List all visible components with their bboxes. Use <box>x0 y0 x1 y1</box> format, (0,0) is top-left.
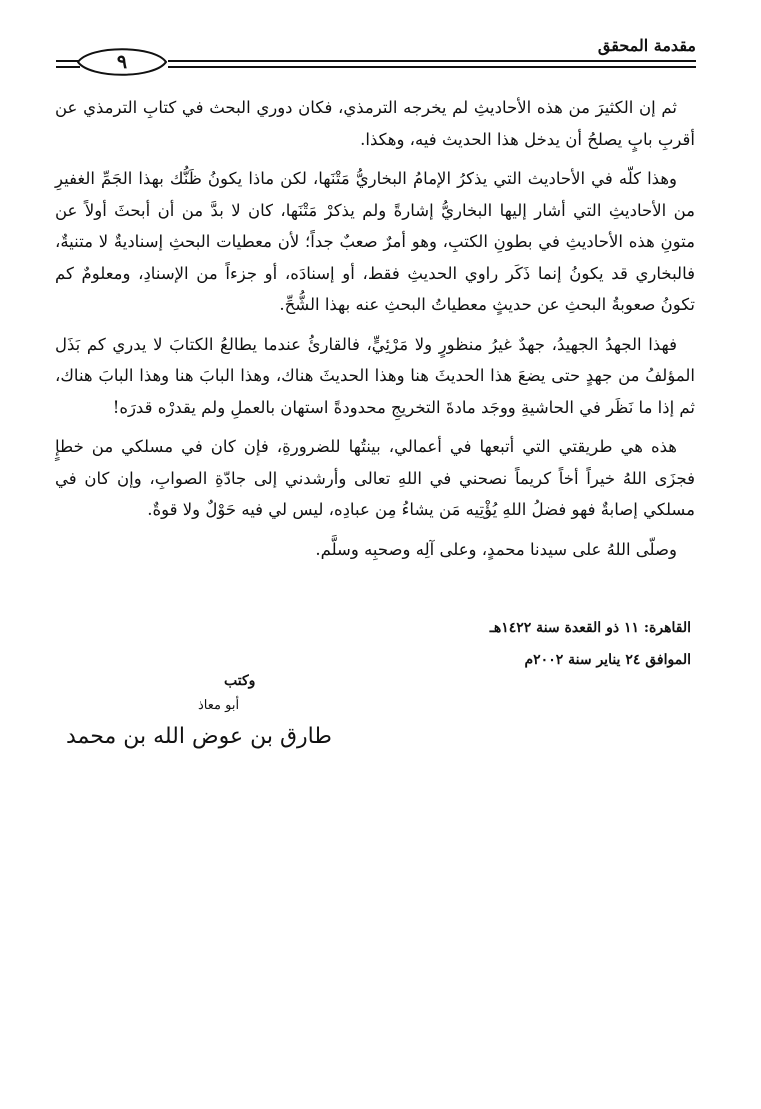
date-block <box>291 612 691 676</box>
page-title: مقدمة المحقق <box>597 36 696 55</box>
paragraph-5: وصلّى اللهُ على سيدنا محمدٍ، وعلى آلِه وصحبِه وسلَّم. <box>315 539 677 559</box>
paragraph-1: ثم إن الكثيرَ من هذه الأحاديثِ لم يخرجه الترمذي، فكان دوري البحث في كتابِ الترمذي عن أقربِ بابٍ يصلحُ أن يدخل هذا الحديث فيه، وهكذا. <box>55 98 695 149</box>
hijri-date: القاهرة: ١١ ذو القعدة سنة ١٤٢٢هـ <box>489 620 691 636</box>
page-header <box>56 30 696 80</box>
page-number: ٩ <box>116 51 128 73</box>
paragraph-3: فهذا الجهدُ الجهيدُ، جهدٌ غيرُ منظورٍ ولا مَرْئِيٍّ، فالقارئُ عندما يطالعُ الكتابَ لا يدري كم بَذَل المؤلفُ من جهدٍ حتى يضعَ هذا الحديثَ هنا وهذا الحديثَ هناك، وهذا البابَ هنا وهذا البابَ هناك، ثم إذا ما نَظَر في الحاشيةِ ووجَد مادةَ التخريجِ محدودةً استهان بالعملِ ولم يقدرْه قدرَه! <box>55 334 695 417</box>
gregorian-date: الموافق ٢٤ يناير سنة ٢٠٠٢م <box>524 652 691 668</box>
header-rule-right-bottom <box>168 66 696 68</box>
signature-name: طارق بن عوض الله بن محمد <box>66 724 332 749</box>
paragraph-4: هذه هي طريقتي التي أتبعها في أعمالي، بينتُها للضرورةِ، فإن كان في مسلكي من خطإٍ فجزَى اللهُ خيراً أخاً كريماً نصحني في اللهِ تعالى وأرشدني إلى جادّةِ الصوابِ، وإن كان في مسلكي إصابةٌ فهو فضلُ اللهِ يُؤْتِيه مَن يشاءُ مِن عبادِه، ليس لي فيه حَوْلٌ ولا قوةٌ. <box>55 437 695 519</box>
signature-wrote-label: وكتب <box>224 673 256 689</box>
main-text <box>55 92 695 573</box>
header-rule-right-top <box>168 60 696 62</box>
paragraph-2: وهذا كلّه في الأحاديث التي يذكرُ الإمامُ البخاريُّ مَتْنَها، لكن ماذا يكونُ ظَنُّك بهذا الجَمِّ الغفيرِ من الأحاديثِ التي أشار إليها البخاريُّ إشارةً ولم يذكرْ مَتْنَها، كان لا بدَّ من أن أبحثَ أولاً عن متونِ هذه الأحاديثِ في بطونِ الكتبِ، وهو أمرٌ صعبٌ جداً؛ لأن معطيات البحثِ إسناديةٌ لا متنيةٌ، فالبخاري قد يكونُ إنما ذَكَر راوي الحديثِ فقط، أو إسنادَه، أو جزءاً من الإسنادِ، ومعلومٌ كم تكونُ صعوبةُ البحثِ عن حديثٍ معطياتُ البحثِ عنه بهذا الشُّحِّ. <box>55 169 695 314</box>
signature-kunya: أبو معاذ <box>198 698 240 713</box>
